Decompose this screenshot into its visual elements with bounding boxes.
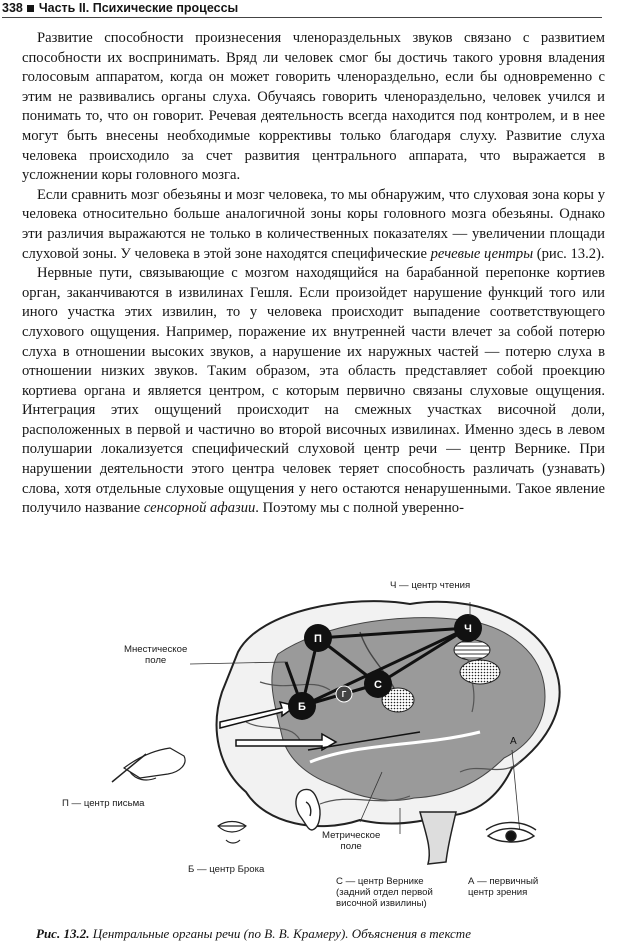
figure-caption (36, 926, 606, 942)
node-p-label: П (314, 633, 322, 645)
label-wernicke-center: С — центр Вернике (задний отдел первой височной извилины) (336, 876, 433, 909)
label-metric-field: Метрическое поле (322, 830, 381, 852)
section-title: Часть II. Психические процессы (38, 1, 239, 15)
label-writing-center: П — центр письма (62, 798, 145, 809)
brain-stem (420, 812, 456, 864)
label-reading-center: Ч — центр чтения (390, 580, 471, 591)
brain-speech-figure (60, 572, 608, 920)
node-b-label: Б (298, 701, 306, 713)
node-ch-label: Ч (464, 623, 472, 635)
caption-prefix: Рис. 13.2. (36, 926, 90, 941)
lips-icon (218, 822, 246, 844)
emphasis: речевые центры (430, 245, 534, 262)
paragraph: Если сравнить мозг обезьяны и мозг человека, то мы обнаружим, что слуховая зона коры у человека относительно больше аналогичной зоны коры головного мозга обезьяны. Однако эти различия выражаются не только в количественных показателях — увеличении площади слуховой зоны. У человека в этой зоне находятся специфические речевые центры (рис. 13.2). (22, 186, 605, 262)
emphasis: сенсорной афазии (143, 500, 256, 517)
writing-hand-icon (112, 748, 185, 782)
body-text (22, 29, 605, 519)
paragraph: Развитие способности произнесения членораздельных звуков связано с развитием способности их воспринимать. Вряд ли человек смог бы достичь такого уровня владения голосовым аппаратом, когда он может говорить членораздельно, если бы одновременно с этим не развивались органы слуха. Обучаясь говорить членораздельно, человек учился и понимать то, что он говорит. Речевая деятельность всегда находится под контролем, и в нее могут быть внесены необходимые коррективы только благодаря слуху. Развитие слуха человека происходило за счет развития центрального аппарата, что выражается в усложнении коры головного мозга. (22, 30, 605, 184)
page-number: 338 (2, 1, 23, 15)
label-broca-center: Б — центр Брока (188, 864, 265, 875)
node-g-label: Г (341, 690, 347, 699)
eye-icon (486, 823, 536, 843)
node-a-label: А (510, 736, 517, 747)
page-header (2, 0, 602, 18)
paragraph: Нервные пути, связывающие с мозгом находящийся на барабанной перепонке кортиев орган, заканчиваются в извилинах Гешля. Если произойдет нарушение функций того или иного участка этих извилин, то у человека происходит выпадение соответствующего слухового ощущения. Например, поражение их внутренней части влечет за собой потерю слуха в отношении высоких звуков, а нарушение их наружных частей — потерю слуха в отношении низких звуков. Таким образом, эта область представляет собой проекцию кортиева органа и является центром, с которым первично связаны слуховые ощущения. Интеграция этих ощущений происходит на смежных участках височной доли, расположенных в первой и частично во второй височных извилинах. Именно здесь в левом полушарии локализуется специфический слуховой центр речи — центр Вернике. При нарушении деятельности этого центра человек теряет способность различать (узнавать) слова, хотя отдельные слуховые ощущения у него остаются ненарушенными. Такое явление получило название сенсорной афазии. Поэтому мы с полной уверенно- (22, 265, 605, 517)
caption-text: Центральные органы речи (по В. В. Крамеру). Объяснения в тексте (89, 926, 471, 941)
square-bullet-icon (27, 5, 34, 12)
label-visual-center: А — первичный центр зрения (468, 876, 539, 898)
label-mnestic-field: Мнестическое поле (124, 644, 188, 666)
brain-illustration (60, 572, 608, 920)
node-s-label: С (374, 679, 382, 691)
